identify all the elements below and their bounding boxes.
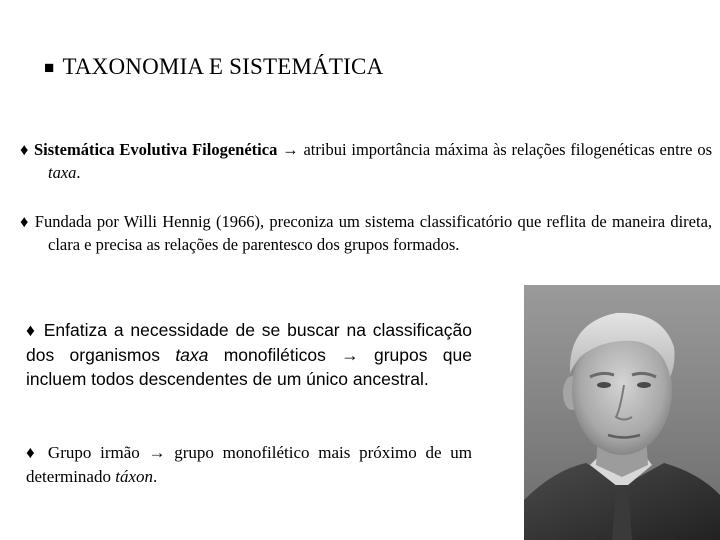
diamond-bullet-icon: ♦ [26,320,37,340]
paragraph-text: → atribui importância máxima às relações filogenéticas entre os [277,140,713,159]
diamond-bullet-icon: ♦ [26,443,40,462]
square-bullet-icon: ■ [44,58,55,77]
slide-title [44,54,383,80]
paragraph-text: monofiléticos → grupos que incluem todos descendentes de um único ancestral. [26,344,472,389]
slide-title-text: TAXONOMIA E SISTEMÁTICA [62,54,384,79]
portrait-photo [524,285,720,540]
paragraph-text: Grupo irmão → grupo monofilético mais próximo de um determinado [26,443,472,486]
paragraph-end: . [76,163,81,182]
term-italic: taxa [175,344,209,365]
term-italic: táxon [115,467,153,486]
diamond-bullet-icon: ♦ [20,140,30,159]
term-bold: Sistemática Evolutiva Filogenética [33,140,278,159]
paragraph-monofileticos [26,318,472,392]
paragraph-text: Enfatiza a necessidade de se buscar na classificação dos organismos [26,320,472,365]
term-italic: taxa [48,163,77,182]
diamond-bullet-icon: ♦ [20,212,30,231]
paragraph-sistematica-evolutiva [20,138,712,184]
paragraph-text: Fundada por Willi Hennig (1966), preconiza um sistema classificatório que reflita de maneira direta, clara e precisa as relações de parentesco dos grupos formados. [34,212,713,254]
paragraph-grupo-irmao [26,441,472,489]
paragraph-hennig [20,210,712,256]
paragraph-end: . [153,467,158,486]
portrait-illustration [524,285,720,540]
